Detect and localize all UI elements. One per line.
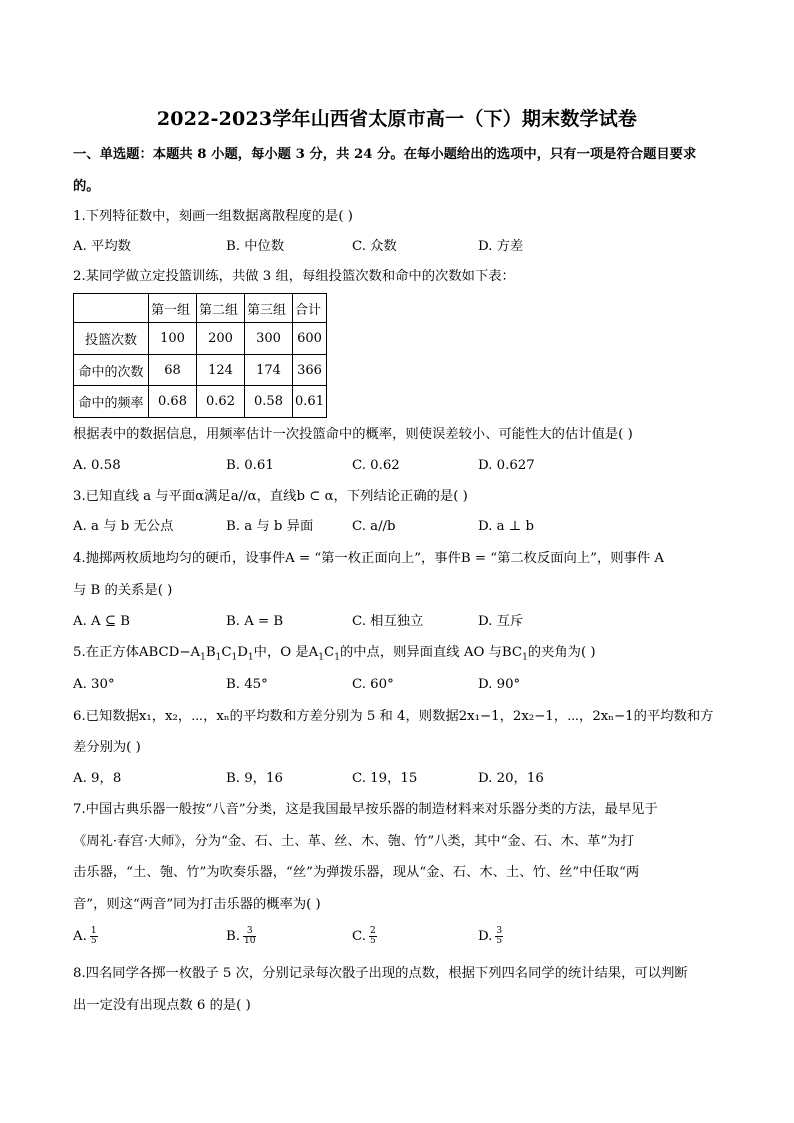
section-heading-line1: 一、单选题：本题共 8 小题，每小题 3 分，共 24 分。在每小题给出的选项中，只有一项是符合题目要求: [73, 147, 697, 162]
table-header-cell: 合计: [293, 294, 327, 323]
question-8-stem-line1: 8.四名同学各掷一枚骰子 5 次，分别记录每次骰子出现的点数，根据下列四名同学的统计结果，可以判断: [73, 966, 688, 981]
stem-text: C: [324, 645, 335, 660]
table-cell: 174: [245, 355, 293, 386]
question-5-option-b: B. 45°: [226, 677, 268, 692]
question-7-stem-line2: 《周礼·春宫·大师》，分为“金、石、土、革、丝、木、匏、竹”八类，其中“金、石、木、革”为打: [73, 834, 634, 849]
question-2-option-d: D. 0.627: [478, 458, 535, 473]
question-1-option-c: C. 众数: [352, 239, 397, 254]
fraction: [369, 927, 377, 946]
question-5-stem: [73, 644, 596, 667]
table-header-cell: [74, 294, 149, 323]
question-7-stem-line3: 击乐器，“土、匏、竹”为吹奏乐器，“丝”为弹拨乐器，现从“金、石、木、土、竹、丝”中任取“两: [73, 865, 640, 880]
option-label: B.: [226, 929, 240, 944]
table-row: [74, 386, 327, 418]
question-7-option-a: [73, 927, 98, 946]
table-cell: 366: [293, 355, 327, 386]
table-header-cell: 第二组: [197, 294, 245, 323]
question-2-option-a: A. 0.58: [73, 458, 121, 473]
question-4-stem-line1: 4.抛掷两枚质地均匀的硬币，设事件A = “第一枚正面向上”，事件B = “第二枚反面向上”，则事件 A: [73, 551, 664, 566]
question-4-option-b: B. A = B: [226, 614, 284, 629]
question-6-stem-line2: 差分别为( ): [73, 740, 141, 755]
question-7-option-c: [352, 927, 377, 946]
option-label: D.: [478, 929, 493, 944]
table-cell: 200: [197, 323, 245, 355]
subscript: 1: [318, 652, 325, 663]
question-6-stem-line1: 6.已知数据x₁，x₂，⋯，xₙ的平均数和方差分别为 5 和 4，则数据2x₁−1，2x₂−1，⋯，2xₙ−1的平均数和方: [73, 709, 714, 724]
table-cell: 68: [149, 355, 197, 386]
option-label: A.: [73, 929, 87, 944]
table-cell: 100: [149, 323, 197, 355]
question-7-option-d: [478, 927, 503, 946]
question-2-option-b: B. 0.61: [226, 458, 274, 473]
shooting-stats-table: [73, 293, 327, 418]
question-3-option-b: B. a 与 b 异面: [226, 519, 314, 534]
question-7-option-b: [226, 927, 256, 946]
table-row: [74, 323, 327, 355]
table-row: [74, 355, 327, 386]
table-cell: 124: [197, 355, 245, 386]
denominator: 5: [496, 936, 503, 946]
stem-text: 5.在正方体ABCD−A: [73, 645, 201, 660]
question-5-option-a: A. 30°: [73, 677, 115, 692]
stem-text: 中，O 是A: [253, 645, 319, 660]
page-title: 2022-2023学年山西省太原市高一（下）期末数学试卷: [156, 108, 638, 130]
question-1-stem: 1.下列特征数中，刻画一组数据离散程度的是( ): [73, 209, 353, 224]
fraction: [90, 927, 98, 946]
question-6-option-a: A. 9，8: [73, 771, 122, 786]
table-row-label: 命中的次数: [74, 355, 149, 386]
numerator: 3: [243, 927, 256, 937]
question-6-option-c: C. 19，15: [352, 771, 418, 786]
table-row-label: 投篮次数: [74, 323, 149, 355]
question-6-option-b: B. 9，16: [226, 771, 283, 786]
question-4-option-d: D. 互斥: [478, 614, 524, 629]
question-7-stem-line4: 音”，则这“两音”同为打击乐器的概率为( ): [73, 897, 321, 912]
question-3-option-d: D. a ⊥ b: [478, 519, 535, 534]
section-heading-line2: 的。: [73, 179, 100, 194]
table-header-row: [74, 294, 327, 323]
denominator: 5: [90, 936, 97, 946]
question-1-option-a: A. 平均数: [73, 239, 131, 254]
fraction: [243, 927, 256, 946]
subscript: 1: [334, 652, 340, 663]
subscript: 1: [231, 652, 238, 663]
stem-text: C: [221, 645, 232, 660]
denominator: 5: [369, 936, 376, 946]
subscript: 1: [200, 652, 206, 663]
question-4-stem-line2: 与 B 的关系是( ): [73, 583, 173, 598]
table-cell: 600: [293, 323, 327, 355]
question-4-option-a: A. A ⊆ B: [73, 614, 131, 629]
table-header-cell: 第一组: [149, 294, 197, 323]
table-row-label: 命中的频率: [74, 386, 149, 418]
numerator: 2: [369, 926, 376, 936]
question-3-option-a: A. a 与 b 无公点: [73, 519, 174, 534]
option-label: C.: [352, 929, 366, 944]
table-cell: 300: [245, 323, 293, 355]
stem-text: B: [205, 645, 216, 660]
question-1-option-d: D. 方差: [478, 239, 524, 254]
question-4-option-c: C. 相互独立: [352, 614, 424, 629]
stem-text: D: [237, 645, 248, 660]
question-5-option-c: C. 60°: [352, 677, 394, 692]
question-5-option-d: D. 90°: [478, 677, 521, 692]
denominator: 10: [244, 936, 256, 946]
numerator: 1: [90, 926, 97, 936]
question-6-option-d: D. 20，16: [478, 771, 544, 786]
subscript: 1: [522, 652, 528, 663]
question-3-option-c: C. a//b: [352, 519, 396, 534]
question-7-stem-line1: 7.中国古典乐器一般按“八音”分类，这是我国最早按乐器的制造材料来对乐器分类的方法，最早见于: [73, 802, 658, 817]
question-1-option-b: B. 中位数: [226, 239, 285, 254]
stem-text: 的夹角为( ): [527, 645, 596, 660]
table-cell: 0.61: [293, 386, 327, 418]
table-header-cell: 第三组: [245, 294, 293, 323]
subscript: 1: [247, 652, 254, 663]
numerator: 3: [496, 926, 503, 936]
subscript: 1: [215, 652, 222, 663]
question-3-stem: 3.已知直线 a 与平面α满足a//α，直线b ⊂ α，下列结论正确的是( ): [73, 489, 468, 504]
question-8-stem-line2: 出一定没有出现点数 6 的是( ): [73, 998, 251, 1013]
question-2-followup: 根据表中的数据信息，用频率估计一次投篮命中的概率，则使误差较小、可能性大的估计值是( ): [73, 427, 633, 442]
table-cell: 0.58: [245, 386, 293, 418]
question-2-stem: 2.某同学做立定投篮训练，共做 3 组，每组投篮次数和命中的次数如下表：: [73, 269, 515, 284]
table-cell: 0.62: [197, 386, 245, 418]
table-cell: 0.68: [149, 386, 197, 418]
stem-text: 的中点，则异面直线 AO 与BC: [339, 645, 523, 660]
fraction: [495, 927, 503, 946]
question-2-option-c: C. 0.62: [352, 458, 400, 473]
